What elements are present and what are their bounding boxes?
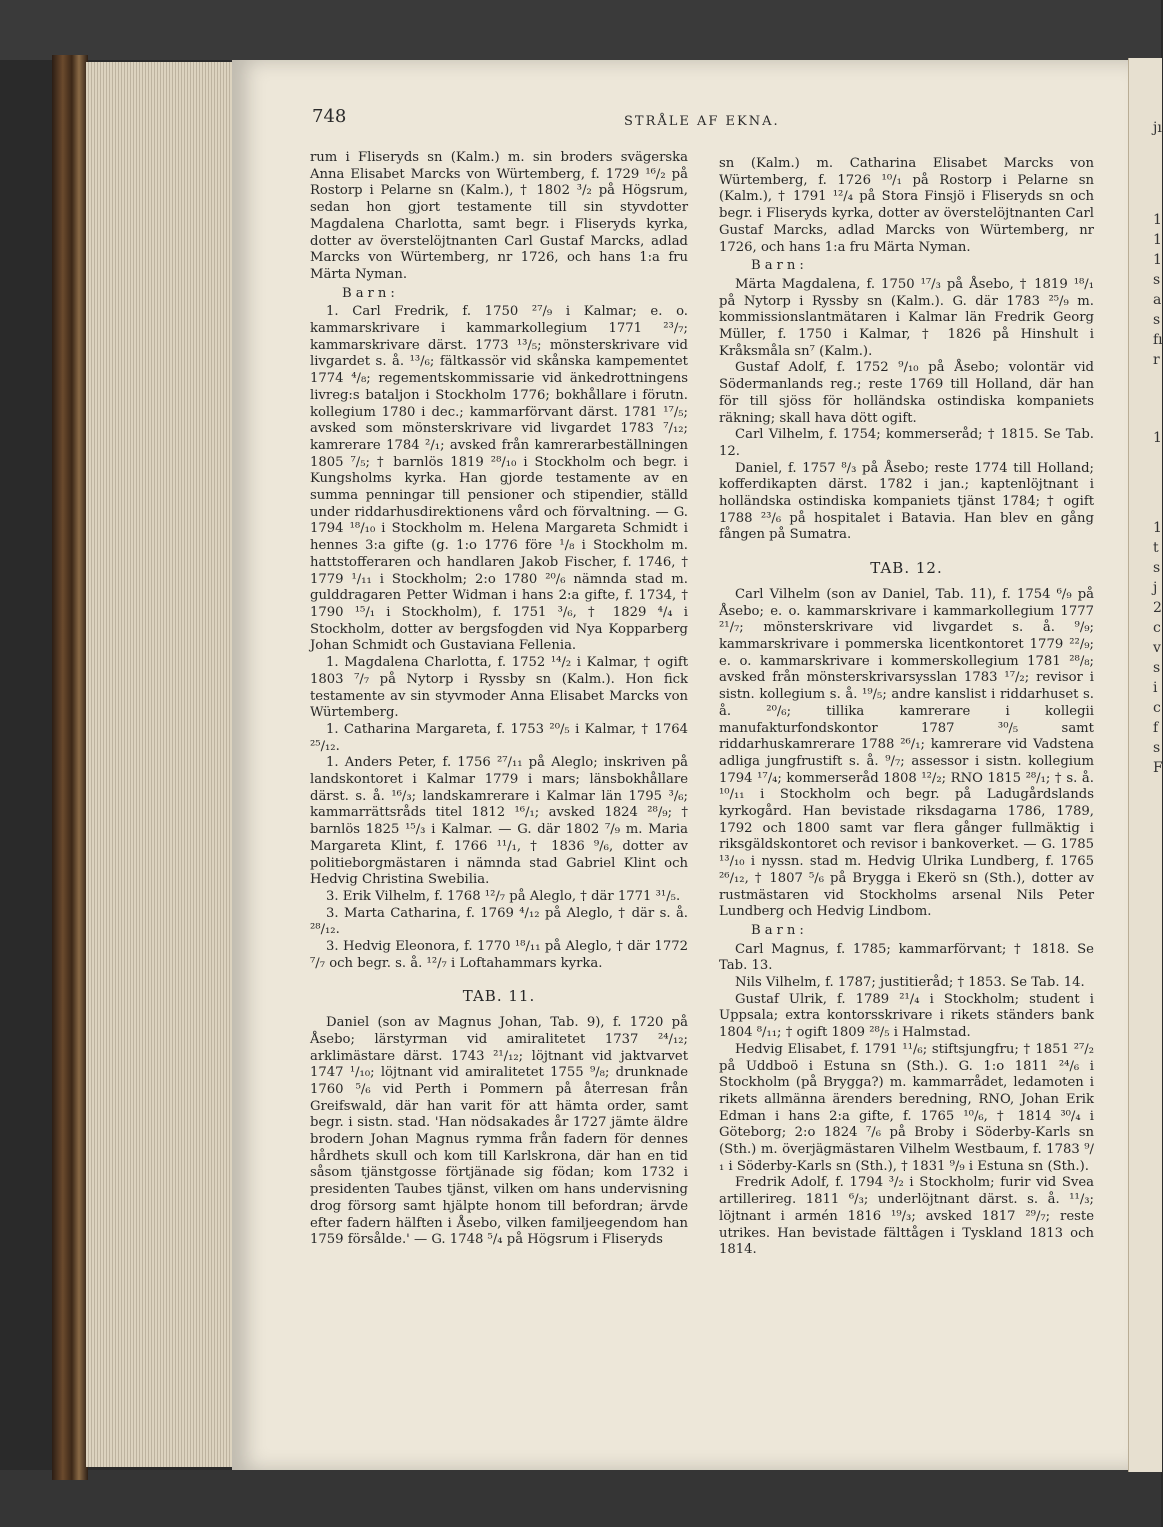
paragraph: sn (Kalm.) m. Catharina Elisabet Marcks von Würtemberg, f. 1726 ¹⁰/₁ på Rostorp i Pelarne sn (Kalm.), † 1791 ¹²/₄ på Stora Finsjö i Fliseryds sn och begr. i Fliseryds kyrka, dotter av överstelöjtnanten Carl Gustaf Marcks, adlad Marcks von Würtemberg, nr 1726, och hans 1:a fru Märta Nyman. bbox=[719, 156, 1094, 255]
facing-page-fragment: 1 bbox=[1153, 212, 1162, 228]
facing-page-fragment: s bbox=[1153, 312, 1161, 328]
table-heading: TAB. 11. bbox=[462, 987, 536, 1006]
facing-page-fragment: s bbox=[1153, 272, 1161, 288]
paragraph: Carl Vilhelm (son av Daniel, Tab. 11), f. 1754 ⁶/₉ på Åsebo; e. o. kammarskrivare i kammarkollegium 1777 ²¹/₇; mönsterskrivare vid livgardet s. å. ⁹/₉; kammarskrivare i pommerska licentkontoret 1779 ²²/₉; e. o. kammarskrivare i kommerskollegium 1781 ²⁸/₈; avsked från mönsterskrivarsysslan 1783 ¹⁷/₂; revisor i sistn. kollegium s. å. ¹⁹/₅; andre kanslist i riddarhuset s. å. ²⁰/₆; tillika kamrerare i kollegii manufakturfondskontor 1787 ³⁰/₅ samt riddarhuskamrerare 1788 ²⁶/₁; kamrerare vid Vadstena adliga jungfrustift s. å. ⁹/₇; assessor i sistn. kollegium 1794 ¹⁷/₄; kommerseråd 1808 ¹²/₂; RNO 1815 ²⁸/₁; † s. å. ¹⁰/₁₁ i Stockholm och begr. på Ladugårdslands kyrkogård. Han bevistade riksdagarna 1786, 1789, 1792 och 1800 samt var flera gånger fullmäktig i riksgäldskontoret och revisor i bankoverket. — G. 1785 ¹³/₁₀ i nyssn. stad m. Hedvig Ulrika Lundberg, f. 1765 ²⁶/₁₂, † 1807 ⁵/₆ på Brygga i Ekerö sn (Sth.), dotter av rustmästaren vid Stockholms arsenal Nils Peter Lundberg och Hedvig Lindbom. bbox=[719, 586, 1094, 920]
facing-page-fragment: c bbox=[1153, 700, 1161, 716]
facing-page-fragment: 2 bbox=[1153, 600, 1162, 616]
paragraph: Daniel, f. 1757 ⁸/₃ på Åsebo; reste 1774 till Holland; kofferdikapten därst. 1782 i jan.; kaptenlöjtnant i holländska ostindiska kompaniets tjänst 1784; † ogift 1788 ²³/₆ på hospitalet i Batavia. Han blev en gång fången på Sumatra. bbox=[719, 460, 1094, 543]
paragraph: Carl Magnus, f. 1785; kammarförvant; † 1818. Se Tab. 13. bbox=[719, 941, 1094, 974]
running-head: STRÅLE AF EKNA. bbox=[624, 114, 780, 129]
left-column bbox=[310, 150, 688, 1249]
paragraph: Gustaf Adolf, f. 1752 ⁹/₁₀ på Åsebo; volontär vid Södermanlands reg.; reste 1769 till Holland, där han för till sjöss för holländska ostindiska kompaniets räkning; skall hava dött ogift. bbox=[719, 360, 1094, 426]
facing-page-fragment: f bbox=[1153, 720, 1159, 736]
paragraph: 3. Erik Vilhelm, f. 1768 ¹²/₇ på Aleglo, † där 1771 ³¹/₅. bbox=[326, 888, 681, 904]
facing-page-edge bbox=[1128, 58, 1162, 1472]
facing-page-fragment: j bbox=[1153, 580, 1158, 596]
facing-page-fragment: s bbox=[1153, 660, 1161, 676]
paragraph: 1. Magdalena Charlotta, f. 1752 ¹⁴/₂ i Kalmar, † ogift 1803 ⁷/₇ på Nytorp i Ryssby sn (Kalm.). Hon fick testamente av sin styvmoder Anna Elisabet Marcks von Würtemberg. bbox=[310, 655, 688, 721]
facing-page-fragment: a bbox=[1153, 292, 1162, 308]
paragraph: 3. Hedvig Eleonora, f. 1770 ¹⁸/₁₁ på Aleglo, † där 1772 ⁷/₇ och begr. s. å. ¹²/₇ i Loftahammars kyrka. bbox=[310, 939, 688, 971]
facing-page-fragment: v bbox=[1153, 640, 1161, 656]
paragraph: Carl Vilhelm, f. 1754; kommerseråd; † 1815. Se Tab. 12. bbox=[719, 427, 1094, 459]
facing-page-fragment: 1 bbox=[1153, 252, 1162, 268]
page-edges bbox=[86, 62, 236, 1467]
children-heading: Barn: bbox=[751, 922, 808, 938]
paragraph: 1. Anders Peter, f. 1756 ²⁷/₁₁ på Aleglo; inskriven på landskontoret i Kalmar 1779 i mars; länsbokhållare därst. s. å. ¹⁶/₃; landskamrerare i Kalmar län 1795 ³/₆; kammarrättsråds titel 1812 ¹⁶/₁; avsked 1824 ²⁸/₉; † barnlös 1825 ¹⁵/₃ i Kalmar. — G. där 1802 ⁷/₉ m. Maria Margareta Klint, f. 1766 ¹¹/₁, † 1836 ⁹/₆, dotter av politieborgmästaren i nämnda stad Gabriel Klint och Hedvig Christina Swebilia. bbox=[310, 755, 688, 888]
facing-page-fragment: fı bbox=[1153, 332, 1163, 348]
paragraph: Daniel (son av Magnus Johan, Tab. 9), f. 1720 på Åsebo; lärstyrman vid amiralitetet 1737 ²⁴/₁₂; arklimästare därst. 1743 ²¹/₁₂; löjtnant vid jaktvarvet 1747 ¹/₁₀; löjtnant vid amiralitetet 1755 ⁹/₈; drunknade 1760 ⁵/₆ vid Perth i Pommern på återresan från Greifswald, där han varit för att hämta order, samt begr. i sistn. stad. 'Han nödsakades år 1727 jämte äldre brodern Johan Magnus rymma från fadern för dennes hårdhets skull och kom till Karlskrona, där han en tid såsom tjänstgosse förtjänade sig födan; kom 1732 i presidenten Taubes tjänst, vilken om hans undervisning drog försorg samt hjälpte honom till befordran; ärvde efter fadern hälften i Åsebo, vilken familjeegendom han 1759 försålde.' — G. 1748 ⁵/₄ på Högsrum i Fliseryds bbox=[310, 1015, 688, 1248]
paragraph: 1. Catharina Margareta, f. 1753 ²⁰/₅ i Kalmar, † 1764 ²⁵/₁₂. bbox=[310, 721, 688, 754]
paragraph: 3. Marta Catharina, f. 1769 ⁴/₁₂ på Aleglo, † där s. å. ²⁸/₁₂. bbox=[310, 905, 688, 938]
background-top bbox=[0, 0, 1161, 60]
page-number: 748 bbox=[312, 106, 347, 127]
facing-page-fragment: 1 bbox=[1153, 430, 1162, 446]
facing-page-fragment: 1 bbox=[1153, 232, 1162, 248]
background-bottom bbox=[0, 1470, 1161, 1527]
facing-page-fragment: jı bbox=[1153, 120, 1162, 136]
facing-page-fragment: r bbox=[1153, 352, 1160, 368]
right-column bbox=[719, 156, 1094, 1259]
paragraph: Märta Magdalena, f. 1750 ¹⁷/₃ på Åsebo, † 1819 ¹⁸/₁ på Nytorp i Ryssby sn (Kalm.). G. där 1783 ²⁵/₉ m. kommissionslantmätaren i Kalmar län Fredrik Georg Müller, f. 1750 i Kalmar, † 1826 på Hinshult i Kråksmåla sn⁷ (Kalm.). bbox=[719, 276, 1094, 359]
paragraph: 1. Carl Fredrik, f. 1750 ²⁷/₉ i Kalmar; e. o. kammarskrivare i kammarkollegium 1771 ²³/₇; kammarskrivare därst. 1773 ¹³/₅; mönsterskrivare vid livgardet s. å. ¹³/₆; fältkassör vid skånska kampementet 1774 ⁴/₈; regementskommissarie vid änkedrottningens livreg:s bataljon i Stockholm 1776; bokhållare i förutn. kollegium 1780 i dec.; kammarförvant därst. 1781 ¹⁷/₅; avsked som mönsterskrivare vid livgardet 1783 ⁷/₁₂; kamrerare 1784 ²/₁; avsked från kamrerarbeställningen 1805 ⁷/₅; † barnlös 1819 ²⁸/₁₀ i Stockholm och begr. i Kungsholms kyrka. Han gjorde testamente av en summa penningar till pensioner och stipendier, ställd under riddarhusdirektionens vård och förvaltning. — G. 1794 ¹⁸/₁₀ i Stockholm m. Helena Margareta Schmidt i hennes 3:a gifte (g. 1:o 1776 före ¹/₈ i Stockholm m. hattstofferaren och handlaren Jakob Fischer, f. 1746, † 1779 ¹/₁₁ i Stockholm; 2:o 1780 ²⁰/₆ nämnda stad m. gulddragaren Petter Widman i hans 2:a gifte, f. 1734, † 1790 ¹⁵/₁ i Stockholm), f. 1751 ³/₆, † 1829 ⁴/₄ i Stockholm, dotter av bergsfogden vid Nya Kopparberg Johan Schmidt och Gustaviana Fellenia. bbox=[310, 304, 688, 654]
book-page bbox=[232, 60, 1130, 1470]
facing-page-fragment: i bbox=[1153, 680, 1158, 696]
children-heading: Barn: bbox=[342, 285, 399, 301]
paragraph: Nils Vilhelm, f. 1787; justitieråd; † 1853. Se Tab. 14. bbox=[735, 975, 1085, 991]
paragraph: rum i Fliseryds sn (Kalm.) m. sin broders svägerska Anna Elisabet Marcks von Würtemberg, f. 1729 ¹⁶/₂ på Rostorp i Pelarne sn (Kalm.), † 1802 ³/₂ på Högsrum, sedan hon gjort testamente till sin styvdotter Magdalena Charlotta, samt begr. i Fliseryds kyrka, dotter av överstelöjtnanten Carl Gustaf Marcks, adlad Marcks von Würtemberg, nr 1726, och hans 1:a fru Märta Nyman. bbox=[310, 150, 688, 282]
paragraph: Fredrik Adolf, f. 1794 ³/₂ i Stockholm; furir vid Svea artillerireg. 1811 ⁶/₃; underlöjtnant därst. s. å. ¹¹/₃; löjtnant i armén 1816 ¹⁹/₃; avsked 1817 ²⁹/₇; reste utrikes. Han bevistade fälttågen i Tyskland 1813 och 1814. bbox=[719, 1175, 1094, 1258]
facing-page-fragment: s bbox=[1153, 560, 1161, 576]
children-heading: Barn: bbox=[751, 258, 808, 274]
paragraph: Hedvig Elisabet, f. 1791 ¹¹/₆; stiftsjungfru; † 1851 ²⁷/₂ på Uddboö i Estuna sn (Sth.). G. 1:o 1811 ²⁴/₆ i Stockholm (på Brygga?) m. kammarrådet, ledamoten i rikets allmänna ärenders beredning, RNO, Johan Erik Edman i hans 2:a gifte, f. 1765 ¹⁰/₆, † 1814 ³⁰/₄ i Göteborg; 2:o 1824 ⁷/₆ på Broby i Söderby-Karls sn (Sth.) m. överjägmästaren Vilhelm Westbaum, f. 1783 ⁹/₁ i Söderby-Karls sn (Sth.), † 1831 ⁹/₉ i Estuna sn (Sth.). bbox=[719, 1041, 1094, 1174]
facing-page-fragment: F bbox=[1153, 760, 1163, 776]
facing-page-fragment: 1 bbox=[1153, 520, 1162, 536]
facing-page-fragment: s bbox=[1153, 740, 1161, 756]
facing-page-fragment: c bbox=[1153, 620, 1161, 636]
book-cover-edge bbox=[52, 55, 88, 1480]
table-heading: TAB. 12. bbox=[870, 559, 943, 578]
paragraph: Gustaf Ulrik, f. 1789 ²¹/₄ i Stockholm; student i Uppsala; extra kontorsskrivare i rikets ständers bank 1804 ⁸/₁₁; † ogift 1809 ²⁸/₅ i Halmstad. bbox=[719, 991, 1094, 1041]
facing-page-fragment: t bbox=[1153, 540, 1159, 556]
